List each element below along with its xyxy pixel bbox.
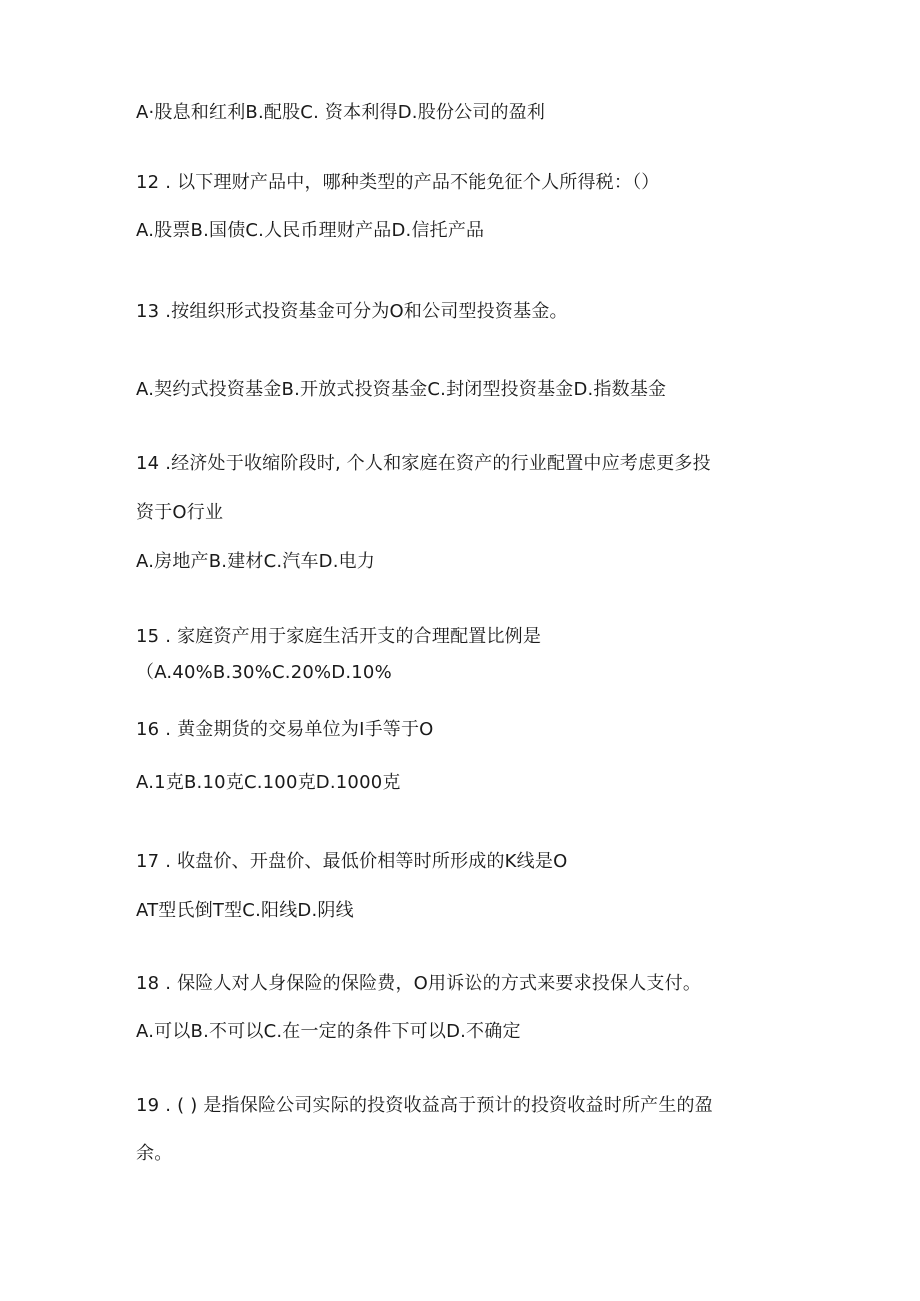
q19-question: 19 . ( ) 是指保险公司实际的投资收益高于预计的投资收益时所产生的盈: [136, 1095, 713, 1116]
q14-question-cont: 资于O行业: [136, 502, 224, 523]
q11-options: A·股息和红利B.配股C. 资本利得D.股份公司的盈利: [136, 102, 546, 123]
q16-question: 16 . 黄金期货的交易单位为I手等于O: [136, 719, 434, 740]
q16-options: A.1克B.10克C.100克D.1000克: [136, 772, 401, 793]
q17-options: AT型氏倒T型C.阳线D.阴线: [136, 900, 354, 921]
q18-options: A.可以B.不可以C.在一定的条件下可以D.不确定: [136, 1021, 521, 1042]
q13-options: A.契约式投资基金B.开放式投资基金C.封闭型投资基金D.指数基金: [136, 379, 667, 400]
q12-question: 12 . 以下理财产品中，哪种类型的产品不能免征个人所得税：（）: [136, 172, 660, 193]
q14-question: 14 .经济处于收缩阶段时, 个人和家庭在资产的行业配置中应考虑更多投: [136, 453, 711, 474]
q14-options: A.房地产B.建材C.汽车D.电力: [136, 551, 376, 572]
q13-question: 13 .按组织形式投资基金可分为O和公司型投资基金。: [136, 301, 568, 322]
q15-options: （A.40%B.30%C.20%D.10%: [136, 662, 392, 683]
q19-question-cont: 余。: [136, 1143, 173, 1164]
q17-question: 17 . 收盘价、开盘价、最低价相等时所形成的K线是O: [136, 851, 568, 872]
q15-question: 15 . 家庭资产用于家庭生活开支的合理配置比例是: [136, 626, 542, 647]
q12-options: A.股票B.国债C.人民币理财产品D.信托产品: [136, 220, 485, 241]
q18-question: 18 . 保险人对人身保险的保险费，O用诉讼的方式来要求投保人支付。: [136, 973, 702, 994]
